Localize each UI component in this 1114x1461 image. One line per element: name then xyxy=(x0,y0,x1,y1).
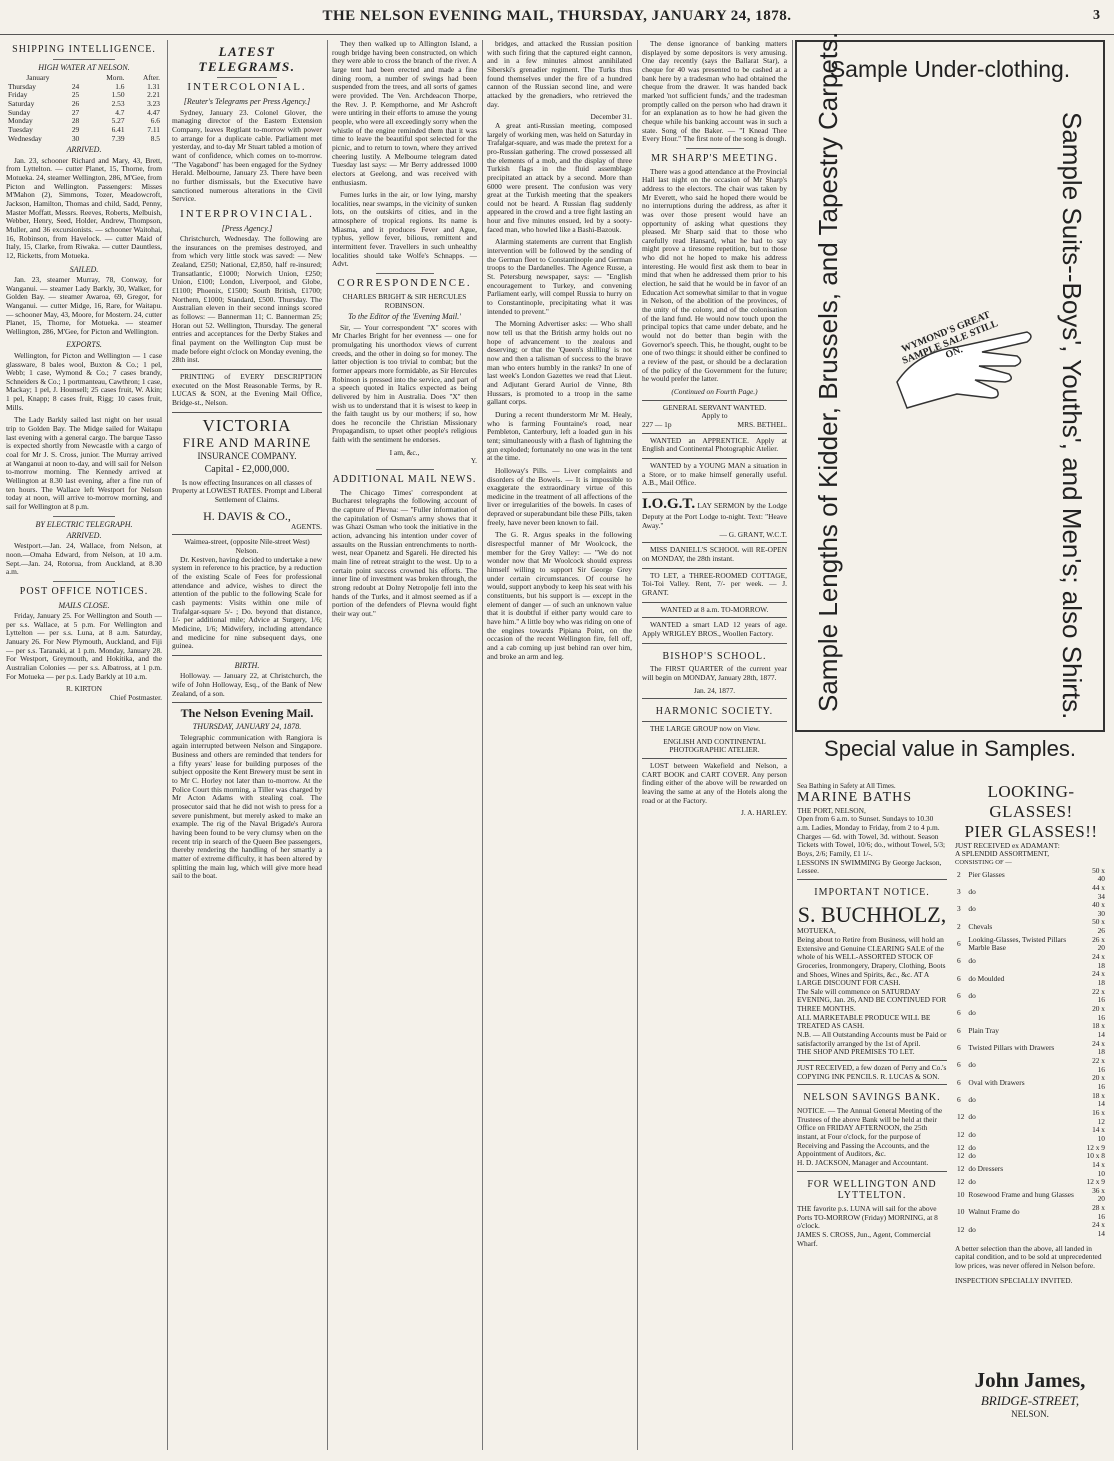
table-row xyxy=(955,1152,1107,1161)
table-cell: 28 x 16 xyxy=(1092,1203,1105,1221)
pier-glasses-title: PIER GLASSES!! xyxy=(964,821,1098,841)
column-rule xyxy=(167,40,168,1450)
table-cell: do xyxy=(968,1177,976,1187)
picnic-text: They then walked up to Allington Island, a rough bridge having been constructed, on which they were able to cross the branch of the river. A large tent had been erected and made a fine dining room, a number of swings had been suspended from the trees, and all sorts of games were provided. The Ven. Archdeacon Thorpe, the Rev. J. P. Kempthorne, and Mr Ashcroft were untiring in their efforts to amuse the young people, who were all exceedingly sorry when the whistle of the engine reminded them that it was time to leave the beautiful spot selected for the picnic, and to return to town, where they arrived cheering lustily. A Melbourne telegram dated Tuesday last says: — Mr Berry addressed 1000 electors at Geelong, and was received with enthusiasm. xyxy=(332,40,477,187)
sample-suits: Sample Suits--Boys', Youths', and Men's; also Shirts. xyxy=(1057,112,1088,720)
victoria-company: INSURANCE COMPANY. xyxy=(197,450,297,461)
table-row xyxy=(955,1005,1107,1022)
doctor-text: Dr. Kestven, having decided to undertake a new system in reference to his practice, by a reduction of the existing Scale of Fees for professional attendance and advice, wishes to direct the attention of the public to the following Scale for cash payments: Visits within one mile of Trafalgar-square 5/- ; Do. beyond that distance, 1/- per additional mile; Advice at Surgery, 1/6; Medicine, 1/6; Midwifery, including attendance and medicine for nine subsequent days, one guinea. xyxy=(172,554,322,651)
mails-heading: MAILS CLOSE. xyxy=(58,600,110,610)
table-cell: 6 xyxy=(957,1008,961,1018)
correspondence-heading: CORRESPONDENCE. xyxy=(337,277,472,290)
arrived-heading: ARRIVED. xyxy=(66,145,102,155)
table-row xyxy=(955,1040,1107,1057)
additional-news-heading: ADDITIONAL MAIL NEWS. xyxy=(332,474,477,486)
date-line: THURSDAY, JANUARY 24, 1878. xyxy=(192,722,302,732)
intercolonial-heading: INTERCOLONIAL. xyxy=(187,81,307,94)
exports-text: Wellington, for Picton and Wellington — 1 case glassware, 8 bales wool, Buxton & Co.; 1 pel, Webb; 1 case, Wymond & Co.; 7 cases brandy, Schneiders & Co.; 1 portmanteau, Cawthron; 1 case, Mackay; 1 pel, J. Hounsell; 25 cases fruit, W. Akin; 1 pel, Knapp; 8 cases fruit, Rigg; 10 cases fruit, Mills. xyxy=(6,350,162,412)
table-cell: 16 x 12 xyxy=(1092,1107,1105,1126)
table-cell: do xyxy=(968,1094,976,1104)
servant-apply: Apply to xyxy=(701,411,728,421)
table-cell: 20 x 16 xyxy=(1092,1073,1105,1091)
table-cell: 6 xyxy=(957,1060,961,1070)
table-cell: 12 xyxy=(957,1112,965,1122)
ship-heading: FOR WELLINGTON AND LYTTELTON. xyxy=(807,1178,937,1202)
table-cell: 2 xyxy=(957,869,961,879)
table-row xyxy=(955,918,1107,935)
table-row xyxy=(955,1092,1107,1109)
table-cell: do xyxy=(968,887,976,897)
school-ad: MISS DANIELL'S SCHOOL will RE-OPEN on MONDAY, the 28th instant. xyxy=(642,545,787,564)
victoria-subtitle: FIRE AND MARINE xyxy=(182,435,312,451)
page-number: 3 xyxy=(1093,8,1100,23)
exports-heading: EXPORTS. xyxy=(66,340,102,350)
agents-name: H. DAVIS & CO., xyxy=(203,508,291,523)
birth-text: Holloway. — January 22, at Christchurch, the wife of John Holloway, Esq., of the Bank of New Zealand, of a son. xyxy=(172,671,322,698)
interprovincial-heading: INTERPROVINCIAL. xyxy=(180,207,314,220)
john-james: John James, xyxy=(974,1368,1086,1392)
table-cell: do xyxy=(968,991,976,1001)
table-row xyxy=(955,1126,1107,1143)
wanted-8am: WANTED at 8 a.m. TO-MORROW. xyxy=(660,604,769,614)
table-row: Sunday 27 4.7 4.47 xyxy=(8,107,160,117)
tide-col-header: Morn. xyxy=(106,73,125,83)
baths-sub: THE PORT, NELSON, xyxy=(797,805,866,815)
table-row xyxy=(955,867,1107,884)
table-row xyxy=(955,1161,1107,1178)
table-cell: 22 x 16 xyxy=(1092,986,1105,1005)
lad-ad: WANTED a smart LAD 12 years of age. Apply WRIGLEY BROS., Woollen Factory. xyxy=(642,620,787,638)
table-row xyxy=(955,1074,1107,1091)
shipping-heading: SHIPPING INTELLIGENCE. xyxy=(12,44,156,55)
column-looking-glasses xyxy=(955,782,1107,1372)
december-date: December 31. xyxy=(590,112,632,122)
baths-text: Open from 6 a.m. to Sunset. Sundays to 10.30 a.m. Ladies, Monday to Friday, from 2 to 4 p.m. Charges — 6d. with Towel, 3d. without. Season Tickets with Towel, 10/6; do., without Towel, 5/3; Boys, 2/6; Family, £1 1/-. xyxy=(797,814,946,858)
table-cell: 10 xyxy=(957,1207,965,1217)
table-cell: 26 x 20 xyxy=(1092,934,1105,953)
sailed-heading: SAILED. xyxy=(69,264,99,274)
sample-sale-advert xyxy=(795,31,1105,732)
sailed-text: Jan. 23, steamer Murray, 78, Conway, for Wanganui. — steamer Lady Barkly, 30, Walker, for Golden Bay. — steamer Awaroa, 69, Gregor, for Wanganui. — cutter Midge, 16, Rare, for Waitapu. — schooner May, 43, Moore, for Mostern. 24, cutter Planet, 15, Thorne, for Motueka. — steamer Wellington, 286, M'Gee, for Picton and Wellington. xyxy=(6,274,162,336)
table-cell: 6 xyxy=(957,1042,961,1052)
table-row xyxy=(955,953,1107,970)
doctor-address: Waimea-street, (opposite Nile-street West) Nelson. xyxy=(184,537,310,556)
baths-title: MARINE BATHS xyxy=(797,790,913,806)
sharp-heading: MR SHARP'S MEETING. xyxy=(651,152,778,164)
ship-sign: JAMES S. CROSS, Jun., Agent, Commercial Wharf. xyxy=(797,1230,931,1248)
table-cell: 6 xyxy=(957,1025,961,1035)
notice-heading: IMPORTANT NOTICE. xyxy=(814,886,930,898)
capital: Capital - £2,000,000. xyxy=(204,464,290,476)
inspection-text: INSPECTION SPECIALLY INVITED. xyxy=(955,1275,1073,1285)
table-cell: 36 x 20 xyxy=(1092,1185,1105,1204)
table-row: Thursday 24 1.6 1.31 xyxy=(8,81,160,91)
table-cell: 6 xyxy=(957,1077,961,1087)
buchholz-text: Being about to Retire from Business, will hold an Extensive and Genuine CLEARING SALE of the whole of his WELL-ASSORTED STOCK OF Groceries, Ironmongery, Drapery, Clothing, Boots and Shoes, Wines and Spirits, &c., &c. AT A LARGE DISCOUNT FOR CASH. xyxy=(797,934,946,988)
bridge-street: BRIDGE-STREET, xyxy=(980,1393,1080,1408)
table-row xyxy=(955,1109,1107,1126)
table-row xyxy=(955,936,1107,953)
column-rule xyxy=(327,40,328,1450)
baths-pre: Sea Bathing in Safety at All Times. xyxy=(797,782,896,790)
buchholz-title: S. BUCHHOLZ, xyxy=(797,901,947,927)
table-cell: 24 x 18 xyxy=(1092,952,1105,970)
table-cell: 6 xyxy=(957,956,961,966)
bishop-date: Jan. 24, 1877. xyxy=(693,685,736,695)
table-row xyxy=(955,1187,1107,1204)
correspondence-text: Sir, — Your correspondent "X" scores with Mr Charles Bright for her evenness — one for promulgating his unorthodox views of current creeds, and the other in doing so for money. The latter objection is too trivial to combat; but the former appears more formidable, as Sir Hercules Robinson is pressed into the service, and part of a speech quoted in Italics expected as being delivered by him in Australia. Does "X" then wish us to understand that it is wisest to keep in the faith taught us by our mothers; if so, how does he reconcile the Christian Missionary Propagandism, to upset other people's religious faith with the sentiment he endorses. xyxy=(332,322,477,445)
tel-arrived-heading: ARRIVED. xyxy=(66,531,102,541)
table-cell: 20 x 16 xyxy=(1092,1004,1105,1022)
reuter-note: [Reuter's Telegrams per Press Agency.] xyxy=(183,97,311,107)
birth-heading: BIRTH. xyxy=(234,661,260,670)
printing-advert: PRINTING of EVERY DESCRIPTION executed on the Most Reasonable Terms, by R. LUCAS & SON, at the Evening Mail Office, Bridge-st., Nelson. xyxy=(172,371,322,407)
banking-text: The dense ignorance of banking matters displayed by some depositors is very amusing. One day recently (says the Ballarat Star), a cheque for 40 was presented to be cashed at a bank here by a tradesman who had obtained the cheque from the drawer. It was handed back marked 'not sufficient funds,' and the tradesman promptly called on the person who had drawn it for an explanation as to how he had given the cheque while his banking account was in such a state. Song of the Baker. — "I Knead Thee Every Hour." The first note of the song is dough. xyxy=(642,40,787,144)
table-row: Tuesday 29 6.41 7.11 xyxy=(8,124,160,134)
servant-heading: GENERAL SERVANT WANTED. xyxy=(662,402,767,412)
column-rule xyxy=(792,40,793,1450)
table-cell: 6 xyxy=(957,973,961,983)
table-cell: do Moulded xyxy=(968,973,1005,983)
table-cell: 12 xyxy=(957,1164,965,1174)
table-cell: 24 x 18 xyxy=(1092,1038,1105,1057)
apprentice-ad: WANTED an APPRENTICE. Apply at English and Continental Photographic Atelier. xyxy=(642,435,787,454)
table-cell: 12 xyxy=(957,1151,965,1161)
table-cell: do xyxy=(968,1129,976,1139)
latest-telegrams-heading: LATEST TELEGRAMS. xyxy=(198,44,296,75)
telegraph-heading: BY ELECTRIC TELEGRAPH. xyxy=(35,519,133,529)
table-row xyxy=(955,1204,1107,1221)
table-cell: do xyxy=(968,904,976,914)
table-cell: 12 xyxy=(957,1177,965,1187)
intercolonial-text: Sydney, January 23. Colonel Glover, the managing director of the Eastern Extension Company, leaves Regtlant to-morrow with power to arrange for a duplicate cable. Parliament met yesterday, and to-day Mr Stuart tabled a motion of want of confidence, which comes on to-morrow. "The Vagabond" has been engaged for the Sydney Herald. Melbourne, January 23. There have been no further dismissals, but the Executive have sanctioned numerous alterations in the Civil Service. xyxy=(172,107,322,204)
young-man-ad: WANTED by a YOUNG MAN a situation in a Store, or to make himself generally useful. A.B., Mail Office. xyxy=(642,460,787,488)
table-cell: do xyxy=(968,1224,976,1234)
looking-glasses-title: LOOKING-GLASSES! xyxy=(987,782,1075,821)
tide-col-header: January xyxy=(26,73,50,83)
consisting-text: CONSISTING OF — xyxy=(955,858,1012,866)
table-cell: Plain Tray xyxy=(968,1025,999,1035)
table-cell: 24 x 14 xyxy=(1092,1220,1105,1239)
iogt-sign: — G. GRANT, W.C.T. xyxy=(719,529,787,539)
nb-text: N.B. — All Outstanding Accounts must be Paid or satisfactorily arranged by the 1st of April. xyxy=(797,1030,947,1048)
table-cell: Twisted Pillars with Drawers xyxy=(968,1042,1055,1052)
postmaster-name: R. KIRTON xyxy=(66,684,102,694)
table-row: Saturday 26 2.53 3.23 xyxy=(8,99,160,109)
table-row xyxy=(955,901,1107,918)
column-rule xyxy=(482,40,483,1450)
table-cell: 12 x 9 xyxy=(1086,1177,1105,1187)
table-cell: 40 x 30 xyxy=(1092,900,1105,918)
paper-title: The Nelson Evening Mail. xyxy=(180,706,314,721)
table-cell: 3 xyxy=(957,904,961,914)
assortment-text: A SPLENDID ASSORTMENT, xyxy=(955,849,1050,859)
sale-text: The Sale will commence on SATURDAY EVENING, Jan. 26, AND BE CONTINUED FOR THREE MONTHS. xyxy=(797,986,947,1014)
savings-heading: NELSON SAVINGS BANK. xyxy=(803,1092,941,1104)
column-news xyxy=(332,40,477,1450)
savings-text: NOTICE. — The Annual General Meeting of the Trustees of the above Bank will be held at their Office on FRIDAY AFTERNOON, the 25th instant, at Four o'clock, for the purpose of Receiving and Passing the Accounts, and the Appointment of Auditors, &c. xyxy=(797,1106,943,1159)
column-ads xyxy=(642,40,787,1450)
bishop-heading: BISHOP'S SCHOOL. xyxy=(662,650,767,662)
savings-sign: H. D. JACKSON, Manager and Accountant. xyxy=(797,1158,929,1168)
table-cell: do xyxy=(968,1142,976,1152)
table-cell: Rosewood Frame and hung Glasses xyxy=(968,1190,1074,1200)
nelson-town: NELSON. xyxy=(1011,1409,1049,1419)
servant-ref: 227 — 1p xyxy=(642,419,672,429)
table-row xyxy=(955,970,1107,987)
better-text: A better selection than the above, all landed in capital condition, and to be sold at unprecedented low prices, was never offered in Nelson before. xyxy=(955,1243,1102,1271)
table-row xyxy=(955,1221,1107,1238)
table-cell: 6 xyxy=(957,991,961,1001)
continued-note: (Continued on Fourth Page.) xyxy=(671,386,758,396)
table-cell: 44 x 34 xyxy=(1092,882,1105,901)
table-cell: do xyxy=(968,1060,976,1070)
table-cell: 6 xyxy=(957,939,961,949)
buchholz-place: MOTUEKA, xyxy=(797,926,836,936)
interprovincial-text: Christchurch, Wednesday. The following are the insurances on the premises destroyed, and from which very little stock was saved: — New Zealand, £250; National, £2,850, half re-insured; Transatlantic, £1000; Norwich Union, £250; Union, £100; London, Liverpool, and Globe, £1100; Phoenix, £1500; South British, £1700; Northern, £1000; Standard, £500. Thursday. The Australian eleven in their second innings scored as follows: — Bannerman 11; C. Bannerman 25; Horan out 52. Wellington, Thursday. The general entries and acceptances for the Derby Stakes and final payment on the Wellington Cup must be made before eight o'clock on Monday evening, the 28th inst. xyxy=(172,234,322,365)
table-cell: do Dressers xyxy=(968,1164,1004,1174)
table-cell: 10 xyxy=(957,1190,965,1200)
perry-ad: JUST RECEIVED, a few dozen of Perry and Co.'s COPYING INK PENCILS. R. LUCAS & SON. xyxy=(797,1063,947,1081)
table-cell: Oval with Drawers xyxy=(968,1077,1025,1087)
vertical-left xyxy=(803,31,853,712)
meeting-text: A great anti-Russian meeting, composed largely of working men, was held on Saturday in Trafalgar-square, and was made the pretext for a pro-Russian gathering. The crowd possessed all the elements of a mob, and the display of three Turkish flags in the fluid assemblage precipitated an attack by a second. More than 6000 were present. The confusion was very great at the Turkish meeting that the speakers could not be heard. A Russian flag suddenly appeared in the crowd and a tree fight lasting an hour and five minutes ensued, led by a sooty-faced man, who howled like a Bashi-Bazouk. xyxy=(487,120,632,234)
table-cell: 24 x 18 xyxy=(1092,969,1105,988)
special-value: Special value in Samples. xyxy=(824,736,1076,761)
post-office-heading: POST OFFICE NOTICES. xyxy=(19,586,149,597)
column-rule xyxy=(637,40,638,1450)
table-cell: do xyxy=(968,1008,976,1018)
table-cell: 2 xyxy=(957,921,961,931)
group-ad: THE LARGE GROUP now on View. xyxy=(650,723,760,733)
received-text: JUST RECEIVED ex ADAMANT: xyxy=(955,840,1060,850)
table-cell: 14 x 10 xyxy=(1092,1125,1105,1143)
table-cell: 12 xyxy=(957,1142,965,1152)
correspondence-subheading: CHARLES BRIGHT & SIR HERCULES ROBINSON. xyxy=(342,291,467,310)
correspondence-initial: Y. xyxy=(470,456,477,466)
table-cell: do xyxy=(968,1151,976,1161)
advertiser-text: The Morning Advertiser asks: — Who shall now tell us that the British army holds out no hope of advancement to the zealous and deserving; or that the 'Queen's shilling' is not now and then a talisman of success to the brave man who enters humbly in the ranks? In one of last week's London Gazettes we read that Lieut. and Adjutant Gerard Auriol de Vinne, 8th Hussars, is promoted to a troop in the same gallant corps. xyxy=(487,319,632,407)
correspondence-sign: I am, &c., xyxy=(389,447,420,457)
vertical-right xyxy=(1047,112,1097,720)
lost-sign: J. A. HARLEY. xyxy=(740,808,787,818)
victoria-title: VICTORIA xyxy=(202,415,292,435)
tide-heading: HIGH WATER AT NELSON. xyxy=(38,62,130,72)
victoria-text: Is now effecting Insurances on all classes of Property at LOWEST RATES. Prompt and Liberal Settlement of Claims. xyxy=(172,477,322,505)
baths-sign: LESSONS IN SWIMMING By George Jackson, Lessee. xyxy=(797,857,942,876)
table-cell: 6 xyxy=(957,1094,961,1104)
cottage-ad: TO LET, a THREE-ROOMED COTTAGE, Toi-Toi Valley. Rent, 7/- per week. — J. GRANT. xyxy=(642,570,787,598)
sample-underclothing: Sample Under-clothing. xyxy=(829,56,1071,82)
table-cell: 18 x 14 xyxy=(1092,1021,1105,1039)
bishop-text: The FIRST QUARTER of the current year will begin on MONDAY, January 28th, 1877. xyxy=(642,664,787,682)
glasses-table xyxy=(955,867,1107,1239)
harmonic-heading: HARMONIC SOCIETY. xyxy=(655,706,774,718)
tel-arrived-text: Westport.—Jan. 24, Wallace, from Nelson, at noon.—Omaha Edward, from Nelson, at 10 a.m. Sept.—Jan. 24, Rotorua, from Auckland, at 8.30 a.m. xyxy=(6,541,162,577)
table-row: Monday 28 5.27 6.6 xyxy=(8,116,160,126)
sample-sale-stamp: WYMOND'S GREAT SAMPLE SALE STILL ON. xyxy=(900,309,1000,367)
table-cell: 12 xyxy=(957,1129,965,1139)
column-shipping xyxy=(6,40,162,1450)
editorial-text: Telegraphic communication with Rangiora is again interrupted between Nelson and Singapore. Business and others are reminded that tenders for a fifty years' lease for building purposes of the subject opposite the Kent Brewery must be sent in to Mr C. Horley not later than to-morrow. At the Police Court this morning, a Tiller was charged by Mr Acton Adams with stealing coal. The prosecutor said that he did not wish to press for a severe punishment, but merely asked to make an example. The rig of the Naval Brigade's Aurora having been found to be very clumsy when on the recent trip in search of the Queen Bee passengers, thereby rendering the handling of her smartly a matter of extreme difficulty, it has been altered by splitting the main lug, which will give more head sail to the boat. xyxy=(172,732,322,881)
ship-text: THE favorite p.s. LUNA will sail for the above Ports TO-MORROW (Friday) MORNING, at 8 o'clock. xyxy=(797,1204,938,1231)
table-cell: do xyxy=(968,956,976,966)
table-cell: 18 x 14 xyxy=(1092,1090,1105,1109)
table-cell: 3 xyxy=(957,887,961,897)
table-row xyxy=(955,988,1107,1005)
column-telegrams xyxy=(172,40,322,1450)
john-james-signature xyxy=(955,1368,1105,1419)
table-cell: Walnut Frame do xyxy=(968,1207,1020,1217)
argus-text: The G. R. Argus speaks in the following disrespectful manner of Mr Woolcock, the member for the Grey Valley: — "We do not wonder now that Mr Woolcock should express himself willing to support Sir George Grey under certain circumstances. Of course he would, support anybody to keep his seat with his constituents, but his support is — except in the element of danger — of such an unknown value that it is doubtful if either party would care to have him." A little boy who was riding on one of the engines towards Pipiana Point, on the occasion of the recent Wellington fire, fell off, and a cab coming up just behind ran over him, and broke an arm and leg. xyxy=(487,530,632,661)
atelier-ad: ENGLISH AND CONTINENTAL PHOTOGRAPHIC ATELIER. xyxy=(663,736,766,755)
newspaper-title: THE NELSON EVENING MAIL, THURSDAY, JANUARY 24, 1878. xyxy=(322,8,792,24)
mails-text: Friday, January 25. For Wellington and South — per s.s. Wallace, at 5 p.m. For Wellington and Lyttelton — per s.s. Luna, at 8 a.m. Saturday, January 26. For New Plymouth, Auckland, and Fiji — per s.s. Taranaki, at 1 p.m. Monday, January 28. For Westport, Greymouth, and Hokitika, and the Australian Colonies — per s.s. Albatross, at 1 p.m. For Motueka — per p.s. Lady Barkly at 10 a.m. xyxy=(6,611,162,681)
table-cell: 50 x 40 xyxy=(1092,865,1105,884)
shipping-news: The Lady Barkly sailed last night on her usual trip to Golden Bay. The Midge sailed for Waitapu last evening with a general cargo. The barque Tasso is expected shortly from Newcastle with a cargo of coal for Mr J. S. Cross, junior. The Murray arrived at Wanganui at noon to-day, and will sail for Nelson to-morrow morning. The Kennedy arrived at Wellington at 8.30 last evening, after a fine run of ten hours. The Wallace left Westport for Nelson today at noon, will arrive to-morrow morning, and sail for Wellington at 8 p.m. xyxy=(6,415,162,511)
table-cell: 50 x 26 xyxy=(1092,917,1105,936)
sharp-text: There was a good attendance at the Provincial Hall last night on the occasion of Mr Sharp's address to the electors. The chair was taken by Mr Everett, who said he hoped there would be no interruptions during the address, as after it was over those present would have an opportunity of asking what questions they pleased. Mr Sharp said that to those who carefully read Hansard, what he had to say might prove a tiresome repetition, but to those who did not he hoped to make his address interesting. He would first ask them to bear in mind that when he addressed them prior to his election, he said that he would be in favor of an Education Act somewhat similar to that in vogue in Nelson, of the abolition of the provinces, of the unity of the colony, and of the colonisation of the land fund. He would now touch upon the principal topics that came under debate, and he would not do better than begin with the Governor's speech. This, he thought, ought to be one of two things: it should either be confined to a review of the past, or should be a declaration of the policy of the Government for the future; he would prefer the latter. xyxy=(642,166,787,384)
tide-table xyxy=(6,74,162,143)
table-cell: Chevals xyxy=(968,921,993,931)
holloway-advert: Holloway's Pills. — Liver complaints and disorders of the Bowels. — It is impossible to exaggerate the extraordinary virtue of this medicine in the treatment of all affections of the liver or irregularities of the bowels. In cases of depraved or superabundant bile these Pills, taken freely, have never been known to fail. xyxy=(487,465,632,527)
table-row xyxy=(955,1178,1107,1187)
produce-text: ALL MARKETABLE PRODUCE WILL BE TREATED AS CASH. xyxy=(797,1012,931,1031)
agents-label: AGENTS. xyxy=(291,521,322,531)
table-row xyxy=(955,1057,1107,1074)
table-cell: Looking-Glasses, Twisted Pillars Marble Base xyxy=(968,934,1067,953)
table-cell: do xyxy=(968,1112,976,1122)
table-cell: Pier Glasses xyxy=(968,869,1005,879)
correspondence-to: To the Editor of the 'Evening Mail.' xyxy=(348,312,461,322)
shop-text: THE SHOP AND PREMISES TO LET. xyxy=(797,1047,915,1057)
iogt-text: LAY SERMON by the Lodge Deputy at the Port Lodge to-night. Text: "Heave Away." xyxy=(642,500,787,531)
sample-carpets: Sample Lengths of Kidder, Brussels, and Tapestry Carpets. xyxy=(812,31,843,712)
table-cell: 12 xyxy=(957,1224,965,1234)
table-row xyxy=(955,1144,1107,1153)
additional-news-text: The Chicago Times' correspondent at Bucharest telegraphs the following account of the capture of Plevna: — "Fuller information of the capitulation of Osman's army shows that it was Ghazi Osman who took the initiative in the action, advancing his intention under cover of assaults on the Russian entrenchments to north-west, near Opanetz and Sgareli. He directed his main line of retreat straight to the west. Up to a certain point success crowned his efforts. The inner line of investment was broken through, the strong redoubt at Dolny Netropolje fell into the hands of the Turks, and it almost seemed as if a portion of the defenders of Plevna would fight their way out." xyxy=(332,487,477,618)
table-row: Friday 25 1.50 2.21 xyxy=(8,90,160,100)
lost-ad: LOST between Wakefield and Nelson, a CART BOOK and CART COVER. Any person finding either of the above will be rewarded on leaving the same at any of the Hotels along the road or at the Factory. xyxy=(642,760,787,805)
servant-name: MRS. BETHEL. xyxy=(737,419,787,429)
storm-text: During a recent thunderstorm Mr M. Healy, who is farming Fountaine's road, near Pembleton, Canterbury, left a loaded gun in his tent; simultaneously with a flash of lightning the gun exploded; fortunately no one was in the tent at the time. xyxy=(487,409,632,463)
tide-col-header: After. xyxy=(142,73,160,83)
masthead xyxy=(0,0,1114,36)
table-cell: 22 x 16 xyxy=(1092,1055,1105,1074)
arrived-text: Jan. 23, schooner Richard and Mary, 43, Brett, from Lyttelton. — cutter Planet, 15, Thorne, from Motueka. 24, steamer Wellington, 286, M'Gee, from Picton and Wellington. Passengers: Misses M'Mahon (2), Simmons, Tozer, Meadowcroft, Jackson, Hamilton, Thomas and child, Sadd, Penny, Master Moffatt, Messrs. Reeves, Roberts, Melbuish, Webber, Henry, Seed, Holder, Andrew, Thompson, Muller, and 36 excursionists. — schooner Waitohai, 16, Robinson, from Havelock. — cutter Maid of Italy, 15, Clarke, from Riwaka. — cutter Dauntless, 12, Ricketts, from Motueka. xyxy=(6,155,162,260)
column-news-2 xyxy=(487,40,632,1450)
table-cell: 14 x 10 xyxy=(1092,1159,1105,1178)
table-cell: 10 x 8 xyxy=(1086,1151,1105,1161)
table-row: Wednesday 30 7.39 8.5 xyxy=(8,133,160,143)
gazette-text: Alarming statements are current that English intervention will be followed by the sending of the German fleet to Constantinople and German troops to the Dardanelles. The Agence Russe, a St. Petersburg newspaper, says: — "English encouragement to Turkey, and convening Parliament early, will compel Russia to hurry on to Constantinople, precipitating what it was intended to prevent." xyxy=(487,237,632,316)
postmaster-title: Chief Postmaster. xyxy=(109,692,162,702)
column-baths xyxy=(797,782,947,1452)
table-cell: 12 x 9 xyxy=(1086,1142,1105,1152)
table-row xyxy=(955,1022,1107,1039)
quinine-advert: Fumes lurks in the air, or low lying, marshy localities, near swamps, in the vicinity of sunken lots, on the outskirts of cities, and in the atmosphere of tropical regions. Its name is Miasma, and it produces Fever and Ague, typhus, yellow fever, bilious, remittent and intermittent fever. Travellers in such unhealthy localities should take Wolfe's Schnapps. — Advt. xyxy=(332,190,477,269)
plevna-text: bridges, and attacked the Russian position with such firing that the captured eight cannon, and in a few minutes almost annihilated Siberski's grenadier regiment. The Turks thus found themselves under the fire of a hundred cannon of the Russian second line, and were attacked by the grenadiers, who retrieved the day. xyxy=(487,40,632,109)
press-note: [Press Agency.] xyxy=(221,223,273,233)
table-row xyxy=(955,884,1107,901)
iogt-title: I.O.G.T. xyxy=(642,495,696,512)
